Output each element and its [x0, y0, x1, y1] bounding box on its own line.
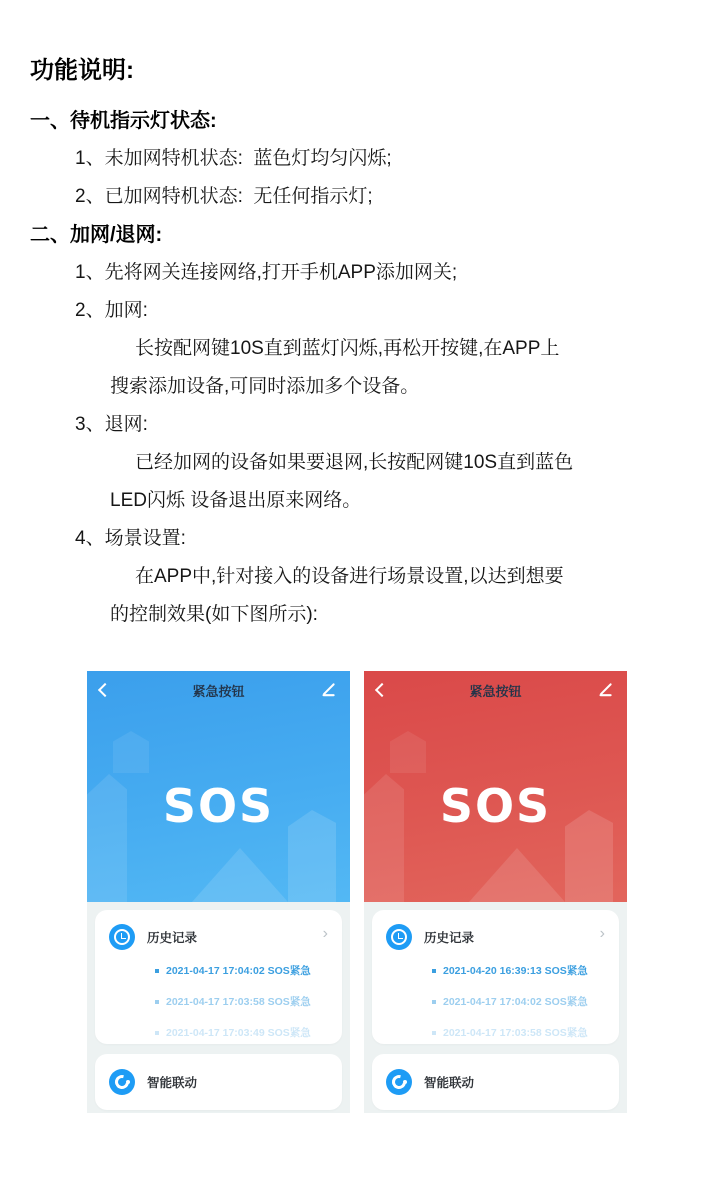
chevron-right-icon[interactable]: ›	[599, 925, 605, 942]
clock-icon	[109, 924, 135, 950]
smart-linkage-card[interactable]	[372, 1054, 619, 1110]
scene-link-icon	[386, 1069, 412, 1095]
hero-blue	[87, 671, 350, 902]
doc-line: 在APP中,针对接入的设备进行场景设置,以达到想要	[135, 566, 564, 587]
doc-line: 2、已加网特机状态: 无任何指示灯;	[75, 186, 373, 207]
deco-prism	[469, 848, 565, 902]
linkage-label: 智能联动	[424, 1076, 475, 1090]
cards-area	[87, 902, 350, 1113]
history-record: 2021-04-17 17:04:02 SOS紧急	[432, 994, 605, 1009]
doc-line: 4、场景设置:	[75, 528, 186, 549]
deco-prism	[192, 848, 288, 902]
doc-line: 2、加网:	[75, 300, 148, 321]
back-icon[interactable]	[375, 683, 389, 697]
app-header	[364, 671, 627, 709]
doc-line: 1、先将网关连接网络,打开手机APP添加网关;	[75, 262, 458, 283]
linkage-label: 智能联动	[147, 1076, 198, 1090]
history-card[interactable]	[372, 910, 619, 1044]
history-records	[155, 963, 328, 1040]
sos-label: SOS	[162, 779, 275, 833]
scene-link-icon	[109, 1069, 135, 1095]
app-screenshots-row	[87, 671, 627, 1113]
doc-line: 的控制效果(如下图所示):	[110, 604, 318, 625]
app-header-title: 紧急按钮	[469, 683, 522, 699]
doc-line: LED闪烁 设备退出原来网络。	[110, 490, 362, 511]
app-screenshot-blue	[87, 671, 350, 1113]
history-record: 2021-04-17 17:03:58 SOS紧急	[432, 1025, 605, 1040]
section-heading-network: 二、加网/退网:	[30, 224, 163, 246]
edit-pen-icon[interactable]	[596, 681, 614, 699]
doc-line: 3、退网:	[75, 414, 148, 435]
history-label: 历史记录	[147, 931, 198, 945]
history-card-header	[109, 924, 328, 950]
history-card[interactable]	[95, 910, 342, 1044]
linkage-card-header	[109, 1069, 197, 1095]
history-record: 2021-04-17 17:03:58 SOS紧急	[155, 994, 328, 1009]
cards-area	[364, 902, 627, 1113]
history-card-header	[386, 924, 605, 950]
doc-line: 已经加网的设备如果要退网,长按配网键10S直到蓝色	[135, 452, 574, 473]
clock-icon	[386, 924, 412, 950]
history-label: 历史记录	[424, 931, 475, 945]
document-body	[30, 56, 689, 634]
app-screenshot-red	[364, 671, 627, 1113]
page-title: 功能说明:	[30, 57, 134, 84]
sos-label: SOS	[439, 779, 552, 833]
back-icon[interactable]	[98, 683, 112, 697]
edit-pen-icon[interactable]	[319, 681, 337, 699]
app-header-title: 紧急按钮	[192, 683, 245, 699]
linkage-card-header	[386, 1069, 474, 1095]
hero-red	[364, 671, 627, 902]
doc-line: 搜索添加设备,可同时添加多个设备。	[110, 376, 420, 397]
section-heading-standby: 一、待机指示灯状态:	[30, 110, 217, 132]
history-records	[432, 963, 605, 1040]
deco-prism	[390, 731, 426, 773]
chevron-right-icon[interactable]: ›	[322, 925, 328, 942]
history-record: 2021-04-20 16:39:13 SOS紧急	[432, 963, 605, 978]
smart-linkage-card[interactable]	[95, 1054, 342, 1110]
doc-line: 1、未加网特机状态: 蓝色灯均匀闪烁;	[75, 148, 392, 169]
app-header	[87, 671, 350, 709]
history-record: 2021-04-17 17:04:02 SOS紧急	[155, 963, 328, 978]
doc-line: 长按配网键10S直到蓝灯闪烁,再松开按键,在APP上	[135, 338, 560, 359]
history-record: 2021-04-17 17:03:49 SOS紧急	[155, 1025, 328, 1040]
deco-prism	[113, 731, 149, 773]
